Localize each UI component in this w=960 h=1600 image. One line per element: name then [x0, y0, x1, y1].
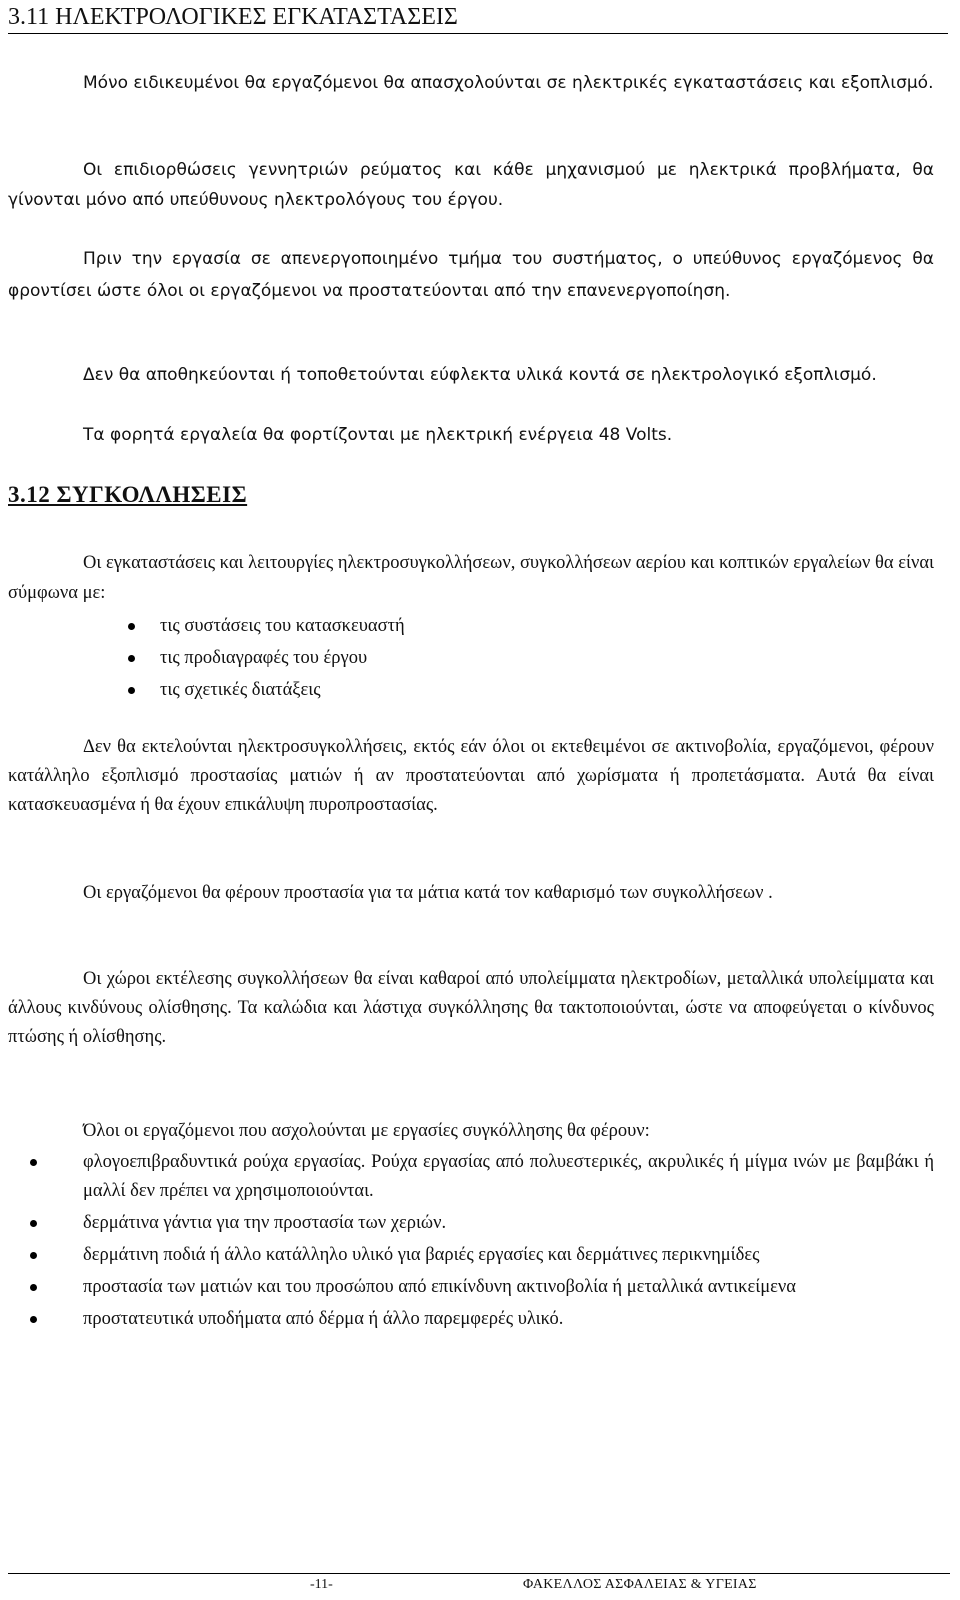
list-item: τις σχετικές διατάξεις [8, 675, 908, 707]
list-item: τις προδιαγραφές του έργου [8, 643, 908, 675]
bullet-icon [128, 687, 135, 694]
page-number: -11- [310, 1577, 333, 1592]
list-item: δερμάτινη ποδιά ή άλλο κατάλληλο υλικό για βαριές εργασίες και δερμάτινες περικνημίδες [8, 1241, 934, 1270]
bullet-icon [30, 1252, 37, 1259]
footer-divider [8, 1573, 950, 1574]
list-item: προστατευτικά υποδήματα από δέρμα ή άλλο παρεμφερές υλικό. [8, 1305, 934, 1334]
list-item: προστασία των ματιών και του προσώπου από επικίνδυνη ακτινοβολία ή μεταλλικά αντικείμενα [8, 1273, 934, 1302]
paragraph-welding-intro: Οι εγκαταστάσεις και λειτουργίες ηλεκτροσυγκολλήσεων, συγκολλήσεων αερίου και κοπτικών εργαλείων θα είναι σύμφωνα με: [8, 553, 934, 603]
paragraph-clean-areas: Οι χώροι εκτέλεσης συγκολλήσεων θα είναι καθαροί από υπολείμματα ηλεκτροδίων, μεταλλικά υπολείμματα και άλλους κινδύνους ολίσθησης. Τα καλώδια και λάστιχα συγκόλλησης θα τακτοποιούνται, ώστε να αποφεύγεται ο κίνδυνος πτώσης ή ολίσθησης. [8, 969, 934, 1047]
conformity-list [8, 611, 908, 707]
list-item: δερμάτινα γάντια για την προστασία των χεριών. [8, 1209, 934, 1238]
bullet-icon [128, 623, 135, 630]
bullet-icon [30, 1316, 37, 1323]
paragraph-deenergized-work: Πριν την εργασία σε απενεργοποιημένο τμήμα του συστήματος, ο υπεύθυνος εργαζόμενος θα φροντίσει ώστε όλοι οι εργαζόμενοι να προστατεύονται από την επανενεργοποίηση. [8, 249, 934, 301]
bullet-icon [30, 1159, 37, 1166]
paragraph-ppe-intro: Όλοι οι εργαζόμενοι που ασχολούνται με εργασίες συγκόλλησης θα φέρουν: [83, 1121, 650, 1141]
paragraph-eye-protection: Οι εργαζόμενοι θα φέρουν προστασία για τα μάτια κατά τον καθαρισμό των συγκολλήσεων . [83, 883, 773, 903]
paragraph-radiation-protection: Δεν θα εκτελούνται ηλεκτροσυγκολλήσεις, εκτός εάν όλοι οι εκτεθειμένοι σε ακτινοβολία, εργαζόμενοι, φέρουν κατάλληλο εξοπλισμό προστασίας ματιών ή αν προστατεύονται από χωρίσματα ή προπετάσματα. Αυτά θα είναι κατασκευασμένα ή θα έχουν επικάλυψη πυροπροστασίας. [8, 737, 934, 815]
ppe-list [8, 1148, 934, 1334]
paragraph-generator-repairs: Οι επιδιορθώσεις γεννητριών ρεύματος και κάθε μηχανισμού με ηλεκτρικά προβλήματα, θα γίνονται μόνο από υπεύθυνους ηλεκτρολόγους του έργου. [8, 160, 934, 210]
bullet-icon [128, 655, 135, 662]
footer-document-title: ΦΑΚΕΛΛΟΣ ΑΣΦΑΛΕΙΑΣ & ΥΓΕΙΑΣ [523, 1577, 757, 1592]
list-item: τις συστάσεις του κατασκευαστή [8, 611, 908, 643]
section-312-title: 3.12 ΣΥΓΚΟΛΛΗΣΕΙΣ [8, 482, 248, 507]
paragraph-flammable-storage: Δεν θα αποθηκεύονται ή τοποθετούνται εύφλεκτα υλικά κοντά σε ηλεκτρολογικό εξοπλισμό. [83, 365, 877, 385]
paragraph-qualified-workers: Μόνο ειδικευμένοι θα εργαζόμενοι θα απασχολούνται σε ηλεκτρικές εγκαταστάσεις και εξοπλισμό. [83, 73, 934, 93]
list-item: φλογοεπιβραδυντικά ρούχα εργασίας. Ρούχα εργασίας από πολυεστερικές, ακρυλικές ή μίγμα ινών με βαμβάκι ή μαλλί δεν πρέπει να χρησιμοποιούνται. [8, 1148, 934, 1206]
bullet-icon [30, 1284, 37, 1291]
section-311-title: 3.11 ΗΛΕΚΤΡΟΛΟΓΙΚΕΣ ΕΓΚΑΤΑΣΤΑΣΕΙΣ [8, 0, 948, 34]
paragraph-portable-tools: Τα φορητά εργαλεία θα φορτίζονται με ηλεκτρική ενέργεια 48 Volts. [83, 425, 673, 445]
bullet-icon [30, 1220, 37, 1227]
